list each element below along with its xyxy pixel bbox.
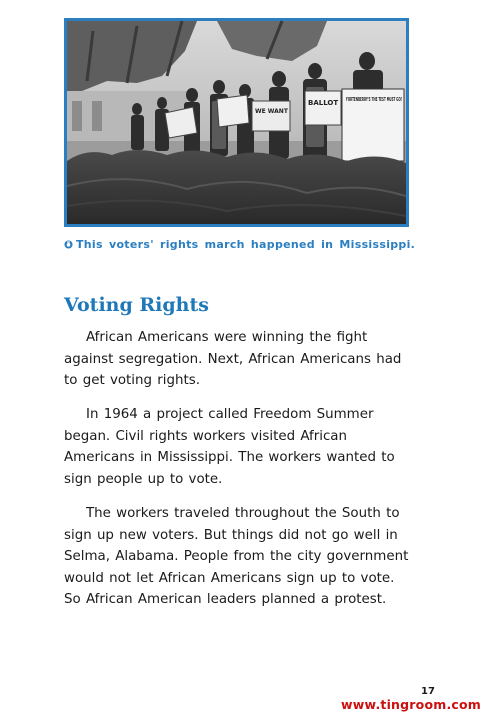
camera-icon: [64, 239, 73, 248]
paragraph-1: African Americans were winning the fight against segregation. Next, African Americans had to get voting rights.: [64, 330, 402, 388]
caption-text: This voters' rights march happened in Mississippi.: [76, 238, 416, 251]
watermark: www.tingroom.com: [341, 697, 482, 712]
sign-ballot: BALLOT: [308, 99, 339, 107]
section-heading: Voting Rights: [64, 294, 209, 316]
photo-caption: [64, 238, 424, 251]
sign-we-want: WE WANT: [255, 108, 288, 115]
sign-fortenberry: FORTENBERRY'S THE TEST MUST GO!: [346, 97, 402, 103]
paragraph-2: In 1964 a project called Freedom Summer began. Civil rights workers visited African Americans in Mississippi. The workers wanted to sign people up to vote.: [64, 407, 395, 487]
page-number: 17: [421, 686, 435, 697]
march-photo: [64, 18, 409, 227]
paragraph-3: The workers traveled throughout the South to sign up new voters. But things did not go well in Selma, Alabama. People from the city government would not let African Americans sign up to vote. So African American leaders planned a protest.: [64, 506, 409, 607]
